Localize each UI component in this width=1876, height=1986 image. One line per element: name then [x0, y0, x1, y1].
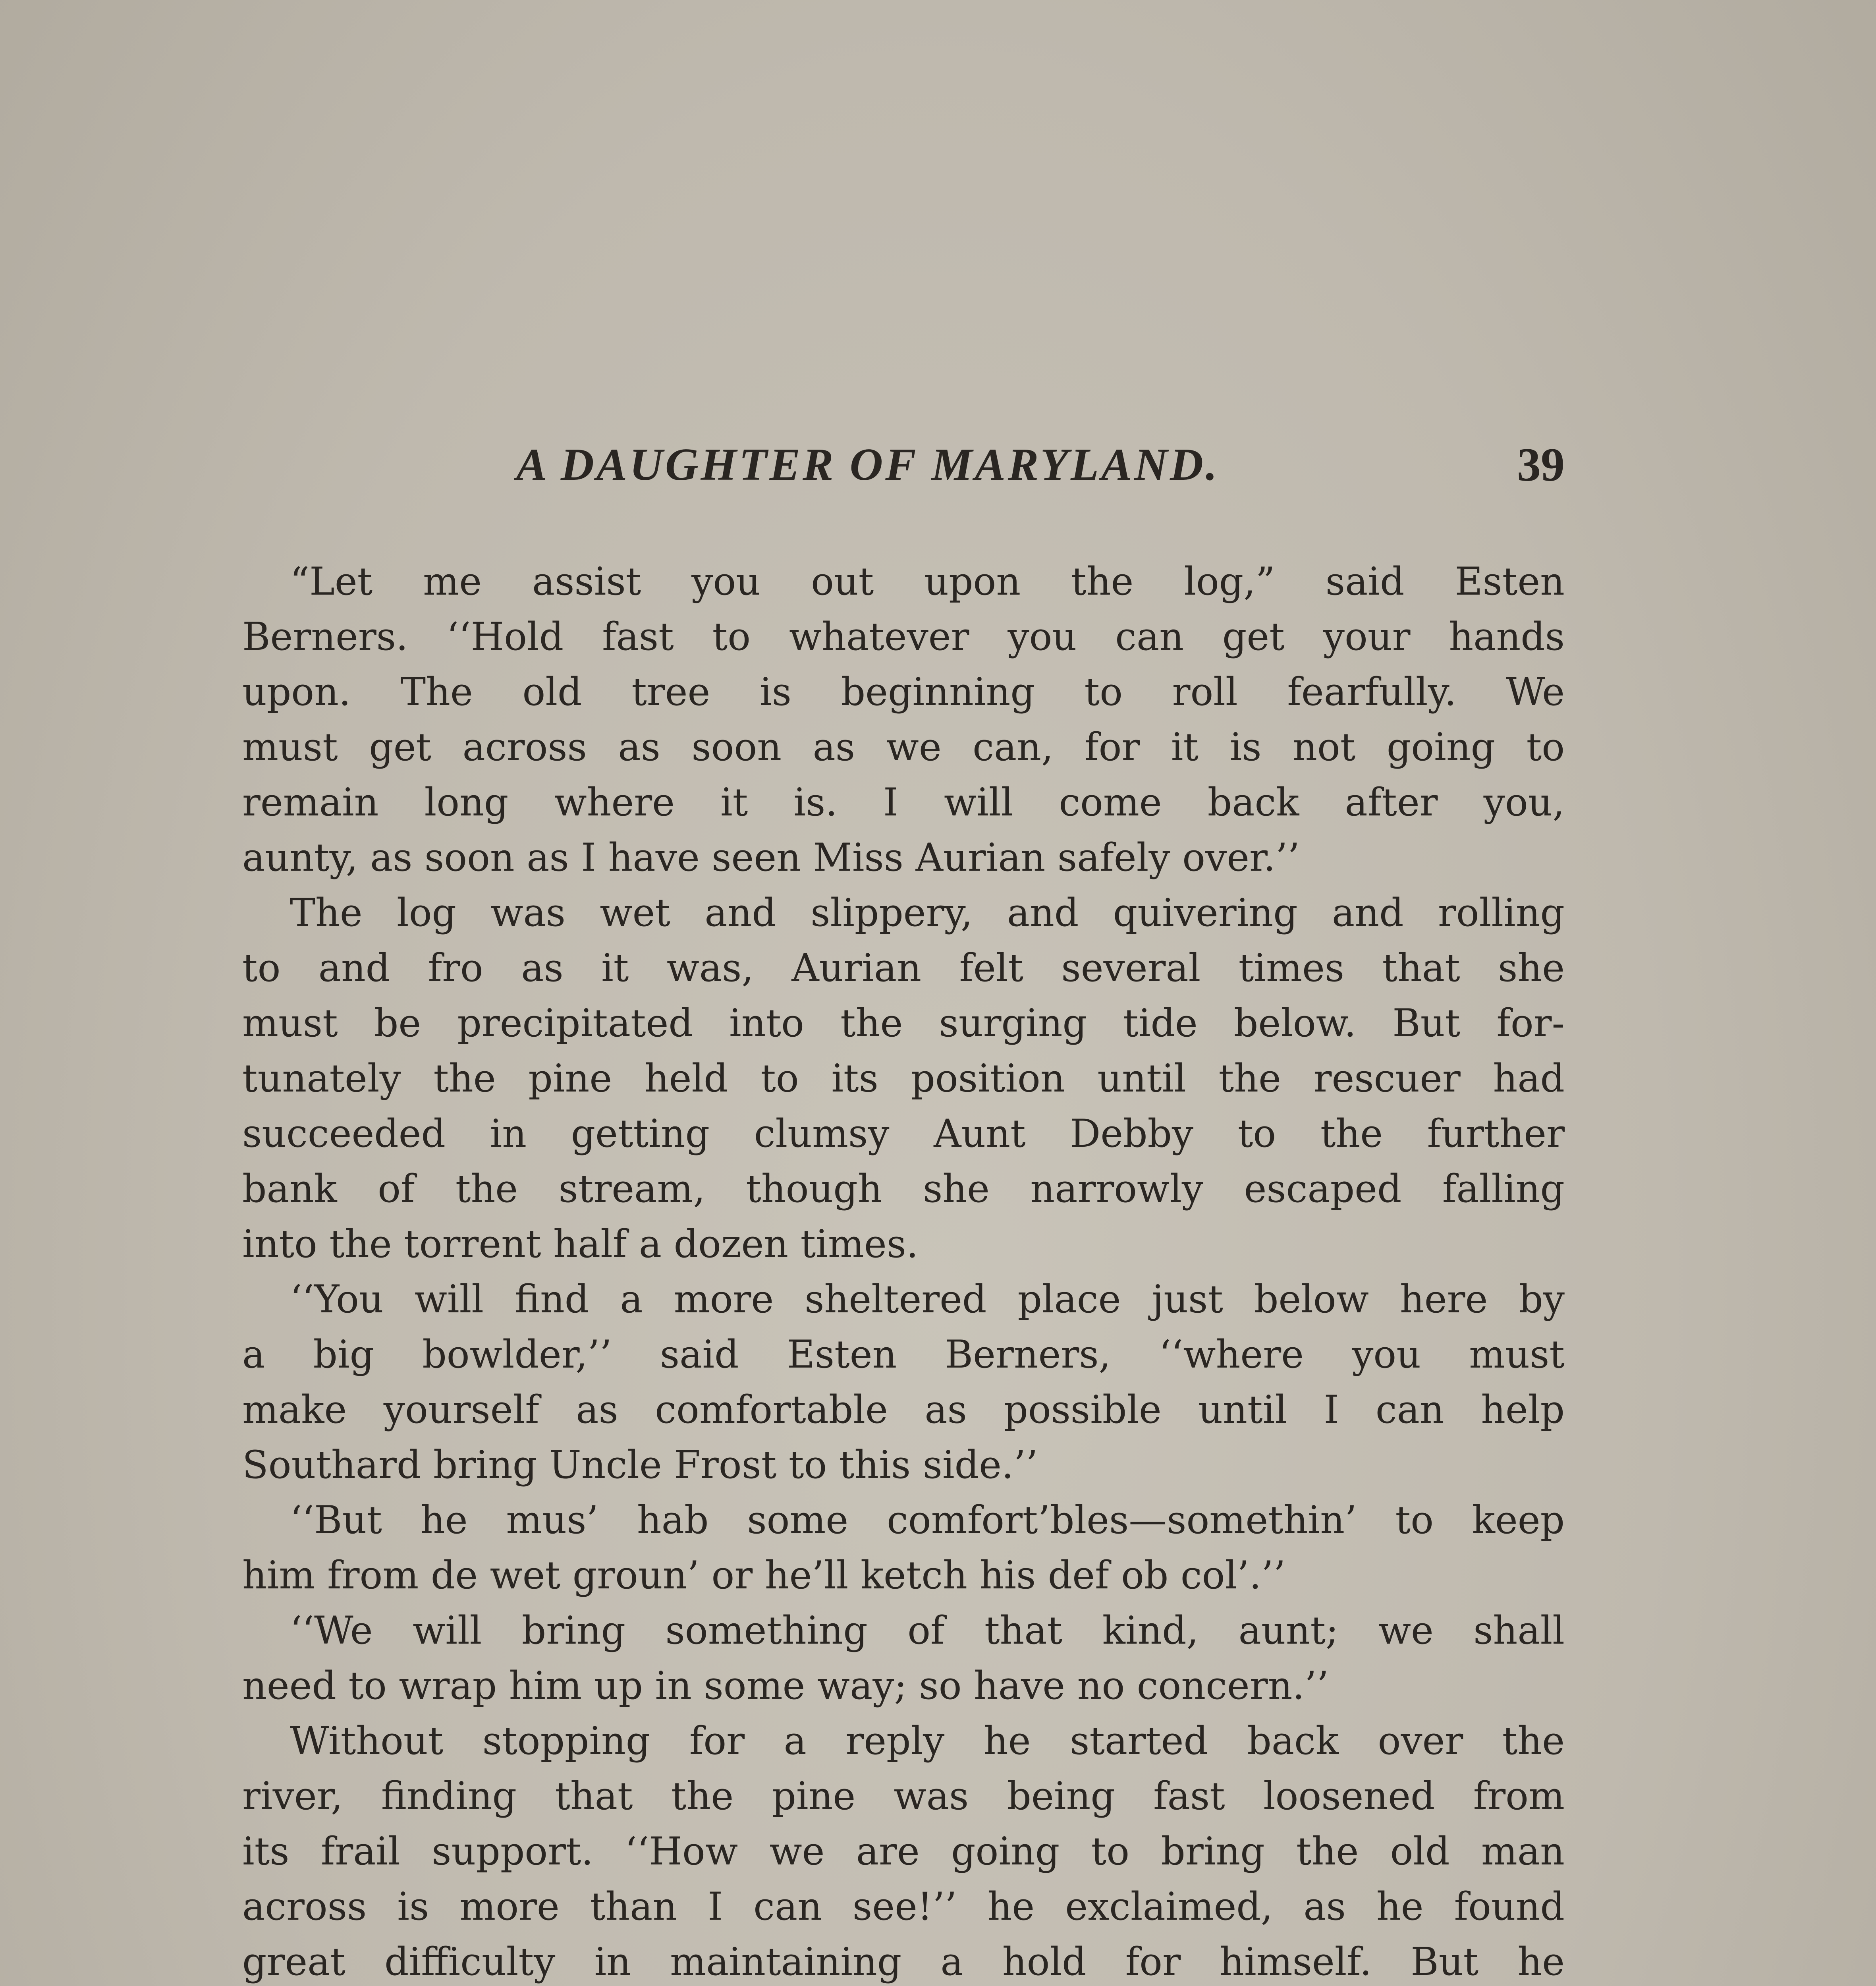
text-line: succeeded in getting clumsy Aunt Debby to the further [242, 1111, 1565, 1156]
text-line: tunately the pine held to its position until the rescuer had [242, 1056, 1565, 1101]
text-line: a big bowlder,’’ said Esten Berners, ‘‘where you must [242, 1332, 1565, 1377]
text-line: great difficulty in maintaining a hold for himself. But he [242, 1940, 1565, 1984]
text-line: “Let me assist you out upon the log,” said Esten [290, 559, 1565, 604]
text-line: must get across as soon as we can, for it is not going to [242, 725, 1565, 769]
text-line: Without stopping for a reply he started back over the [290, 1719, 1565, 1763]
running-head [242, 421, 1565, 508]
text-line: to and fro as it was, Aurian felt several times that she [242, 946, 1565, 990]
text-line: remain long where it is. I will come back after you, [242, 780, 1565, 825]
text-line: ‘‘We will bring something of that kind, aunt; we shall [290, 1608, 1565, 1653]
text-line: him from de wet groun’ or he’ll ketch his def ob col’.’’ [242, 1553, 1286, 1598]
page-number: 39 [1517, 438, 1565, 491]
text-line: aunty, as soon as I have seen Miss Aurian safely over.’’ [242, 835, 1300, 880]
running-title: A DAUGHTER OF MARYLAND. [516, 439, 1220, 490]
text-line: river, finding that the pine was being fast loosened from [242, 1774, 1565, 1818]
text-line: make yourself as comfortable as possible until I can help [242, 1387, 1565, 1432]
text-line: its frail support. ‘‘How we are going to bring the old man [242, 1829, 1565, 1874]
text-line: across is more than I can see!’’ he exclaimed, as he found [242, 1884, 1565, 1929]
text-line: must be precipitated into the surging tide below. But for- [242, 1001, 1565, 1045]
text-line: The log was wet and slippery, and quivering and rolling [290, 891, 1565, 935]
text-line: into the torrent half a dozen times. [242, 1222, 919, 1266]
text-line: ‘‘You will find a more sheltered place just below here by [290, 1277, 1565, 1321]
text-line: Berners. ‘‘Hold fast to whatever you can get your hands [242, 614, 1565, 659]
text-line: need to wrap him up in some way; so have no concern.’’ [242, 1663, 1329, 1708]
text-line: bank of the stream, though she narrowly escaped falling [242, 1167, 1565, 1211]
text-line: upon. The old tree is beginning to roll fearfully. We [242, 670, 1565, 714]
text-line: ‘‘But he mus’ hab some comfort’bles—somethin’ to keep [290, 1498, 1565, 1542]
body-text [242, 554, 1565, 1986]
text-line: Southard bring Uncle Frost to this side.’’ [242, 1443, 1038, 1487]
